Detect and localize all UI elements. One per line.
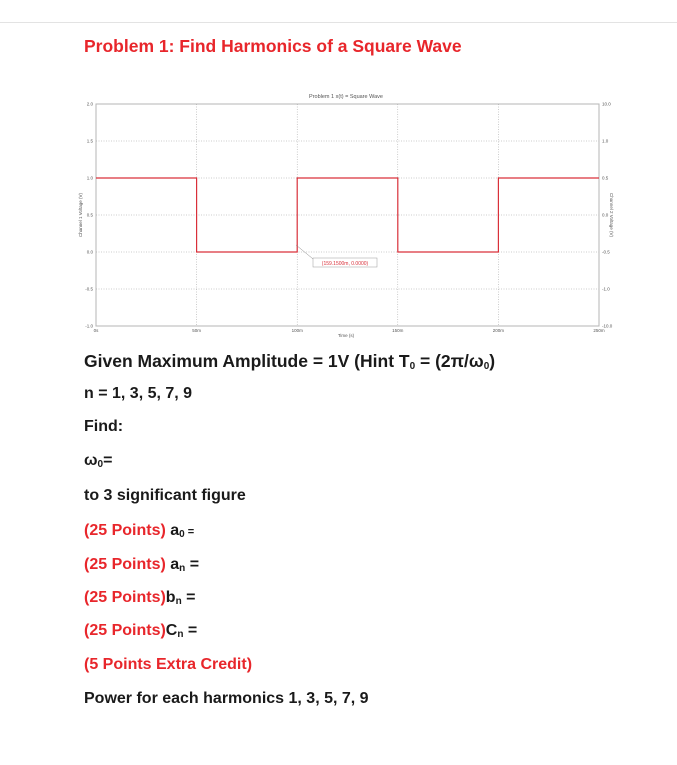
a0-var: a — [170, 522, 180, 539]
n-values: n = 1, 3, 5, 7, 9 — [84, 385, 193, 402]
find-label: Find: — [84, 418, 124, 435]
bn-sub: n — [175, 596, 182, 607]
a0-sub: 0 — [179, 529, 185, 540]
cn-line — [84, 622, 197, 640]
an-var: a — [170, 556, 180, 573]
x-tick-label: 200m — [492, 328, 505, 333]
y-tick-label-left: -1.0 — [85, 323, 93, 329]
x-tick-label: 250m — [593, 328, 605, 333]
an-points: (25 Points) — [84, 556, 166, 573]
cursor-readout: (159.1500m, 0.0000) — [321, 261, 369, 267]
an-tail: = — [185, 556, 200, 573]
power-line: Power for each harmonics 1, 3, 5, 7, 9 — [84, 690, 369, 707]
bn-line — [84, 589, 195, 607]
omega-subscript: 0 — [483, 361, 490, 372]
a0-tail: = — [184, 526, 195, 538]
given-amplitude — [84, 351, 495, 372]
omega-equals: = — [103, 452, 113, 469]
page-title: Problem 1: Find Harmonics of a Square Wave — [84, 36, 462, 56]
amplitude-end: ) — [489, 351, 496, 371]
a0-points: (25 Points) — [84, 522, 166, 539]
chart-title: Problem 1 x(t) = Square Wave — [309, 94, 383, 100]
y-tick-label-left: 0.0 — [86, 249, 93, 255]
x-tick-label: 100m — [291, 328, 303, 333]
y-tick-label-right: 0.0 — [602, 212, 609, 218]
square-wave-chart — [78, 88, 614, 338]
y-tick-label-left: 1.5 — [86, 138, 93, 144]
y-tick-label-left: 0.5 — [86, 212, 93, 218]
y-tick-label-right: -0.5 — [602, 249, 610, 255]
sigfig-line: to 3 significant figure — [84, 487, 246, 504]
chart-svg — [78, 88, 614, 338]
x-tick-label: 150m — [392, 328, 404, 333]
x-axis-label: Time (s) — [337, 333, 355, 338]
bn-points: (25 Points) — [84, 589, 166, 606]
y-tick-label-left: 2.0 — [86, 101, 93, 107]
y-tick-label-right: 0.5 — [602, 175, 609, 181]
bn-tail: = — [181, 589, 196, 606]
x-tick-label: 50m — [192, 328, 201, 333]
y-tick-label-right: 1.0 — [602, 138, 609, 144]
x-tick-label: 0s — [93, 328, 99, 333]
omega-line — [84, 452, 112, 470]
y-tick-label-right: 10.0 — [602, 101, 611, 107]
y-tick-label-right: -10.0 — [602, 323, 613, 329]
t-subscript: 0 — [409, 361, 416, 372]
cn-points: (25 Points) — [84, 622, 166, 639]
cn-sub: n — [177, 629, 184, 640]
omega-symbol: ω — [84, 452, 98, 469]
y-axis-label-right: Channel 2 Voltage (V) — [609, 192, 614, 238]
y-tick-label-left: -0.5 — [85, 286, 93, 292]
amplitude-mid: = (2π/ω — [415, 351, 484, 371]
amplitude-text: Given Maximum Amplitude = 1V (Hint T — [84, 351, 410, 371]
y-tick-label-right: -1.0 — [602, 286, 610, 292]
omega-sub: 0 — [97, 459, 104, 470]
a0-line — [84, 522, 194, 540]
y-tick-label-left: 1.0 — [86, 175, 93, 181]
extra-credit: (5 Points Extra Credit) — [84, 656, 253, 673]
an-line — [84, 556, 199, 574]
y-axis-label-left: Channel 1 Voltage (V) — [78, 192, 83, 238]
bn-var: b — [165, 589, 176, 606]
an-sub: n — [179, 563, 186, 574]
cn-tail: = — [183, 622, 198, 639]
cn-var: C — [165, 622, 178, 639]
